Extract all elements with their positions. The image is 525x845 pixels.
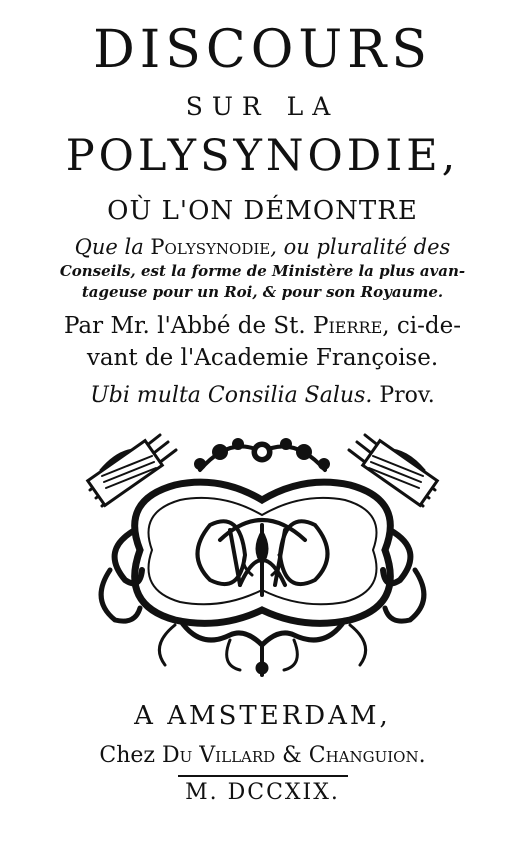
subtitle-line-2: Conseils, est la forme de Ministère la plus avan- [59,262,466,280]
ornamental-monogram-vignette-icon [80,430,445,680]
author-line-1c: , ci-de- [382,313,462,339]
subtitle-line-1a: Que la [74,235,151,259]
author-line-1b: Pierre [313,313,383,339]
author-line-1a: Par Mr. l'Abbé de St. [63,313,314,339]
imprint-publisher [0,742,525,770]
imprint-publisher-names: Du Villard & Changuion. [162,743,426,768]
title-discours: DISCOURS [93,20,432,80]
imprint-rule [178,775,348,777]
title-polysynodie: POLYSYNODIE, [65,131,460,181]
author-line-2: vant de l'Academie Françoise. [86,345,439,371]
subtitle-line-1b: Polysynodie [150,235,271,259]
motto-latin: Ubi multa Consilia Salus. [90,383,373,408]
title-ou-lon-demontre: OÙ L'ON DÉMONTRE [107,196,418,226]
imprint-publisher-prefix: Chez [99,743,163,768]
imprint-place: A AMSTERDAM, [134,701,391,731]
subtitle-line-3: tageuse pour un Roi, & pour son Royaume. [81,283,444,301]
motto [0,381,525,411]
motto-source: Prov. [379,383,435,408]
subtitle-line-1c: , ou pluralité des [270,235,451,259]
imprint-date: M. DCCXIX. [185,780,340,805]
title-sur-la: SUR LA [185,92,340,121]
subtitle-line-1 [0,234,525,260]
author-line-1 [0,311,525,341]
